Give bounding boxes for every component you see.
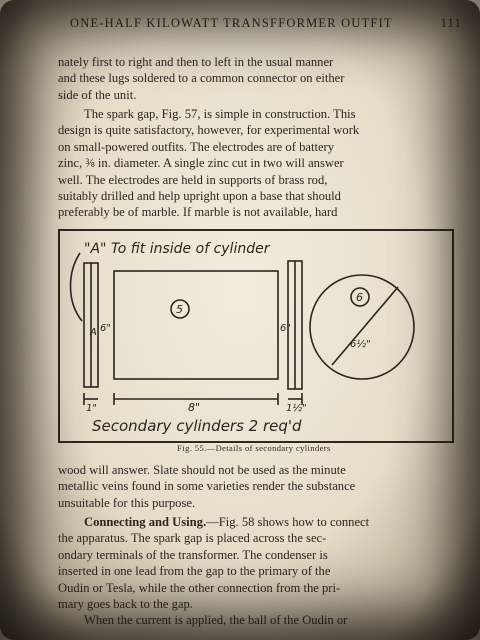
figure-drawing bbox=[60, 231, 452, 441]
cylinder-body bbox=[114, 271, 278, 379]
text-line: unsuitable for this purpose. bbox=[58, 495, 196, 510]
text-line: mary goes back to the gap. bbox=[58, 596, 193, 611]
running-head bbox=[70, 16, 462, 31]
page-number: 111 bbox=[440, 16, 462, 30]
text-line: metallic veins found in some varieties render the substance bbox=[58, 479, 356, 494]
paragraph-connecting bbox=[58, 514, 458, 629]
heading-continuation: —Fig. 58 shows how to connect bbox=[206, 515, 370, 529]
text-line: well. The electrodes are held in supports of brass rod, bbox=[58, 172, 328, 187]
dim-right-width: 1½" bbox=[286, 403, 307, 414]
dim-diameter: 6½" bbox=[350, 339, 371, 350]
text-line: nately first to right and then to left in the usual manner bbox=[58, 55, 334, 69]
paragraph-after-figure bbox=[58, 462, 458, 511]
running-head-title: ONE-HALF KILOWATT TRANSFFORMER OUTFIT bbox=[70, 16, 393, 30]
text-line bbox=[58, 514, 458, 530]
dim-length: 8" bbox=[188, 401, 201, 414]
part-5-label: 5 bbox=[176, 303, 183, 316]
label-a: "A" To fit inside of cylinder bbox=[84, 241, 270, 257]
figure-bottom-note: Secondary cylinders 2 req'd bbox=[92, 417, 302, 435]
text-line: wood will answer. Slate should not be used as the minute bbox=[58, 463, 346, 477]
paragraph-spark-gap bbox=[58, 106, 458, 221]
dim-height-right: 6" bbox=[280, 323, 291, 334]
figure-secondary-cylinders bbox=[58, 229, 454, 443]
text-line: Oudin or Tesla, while the other connection from the pri- bbox=[58, 580, 341, 595]
text-line: zinc, ⅜ in. diameter. A single zinc cut in two will answer bbox=[58, 156, 344, 171]
part-6-label: 6 bbox=[356, 291, 363, 304]
text-line: on small-powered outfits. The electrodes are of battery bbox=[58, 139, 335, 154]
text-line: inserted in one lead from the gap to the primary of the bbox=[58, 564, 331, 579]
section-heading: Connecting and Using. bbox=[84, 515, 207, 529]
dim-left-width: 1" bbox=[86, 403, 97, 414]
text-line: preferably be of marble. If marble is not available, hard bbox=[58, 205, 338, 220]
text-line: side of the unit. bbox=[58, 87, 137, 102]
figure-caption: Fig. 55.—Details of secondary cylinders bbox=[177, 443, 331, 453]
paragraph-top bbox=[58, 54, 458, 103]
text-line: When the current is applied, the ball of the Oudin or bbox=[84, 613, 348, 628]
text-line: ondary terminals of the transformer. The condenser is bbox=[58, 547, 328, 562]
book-page bbox=[44, 10, 464, 640]
text-line: design is quite satisfactory, however, for experimental work bbox=[58, 123, 360, 138]
text-line: the apparatus. The spark gap is placed across the sec- bbox=[58, 531, 327, 546]
text-line: and these lugs soldered to a common connector on either bbox=[58, 71, 345, 86]
text-line: suitably drilled and help upright upon a base that should bbox=[58, 188, 341, 203]
text-line: The spark gap, Fig. 57, is simple in construction. This bbox=[84, 107, 356, 121]
dim-a: A bbox=[90, 327, 97, 338]
dim-height-left: 6" bbox=[100, 323, 111, 334]
